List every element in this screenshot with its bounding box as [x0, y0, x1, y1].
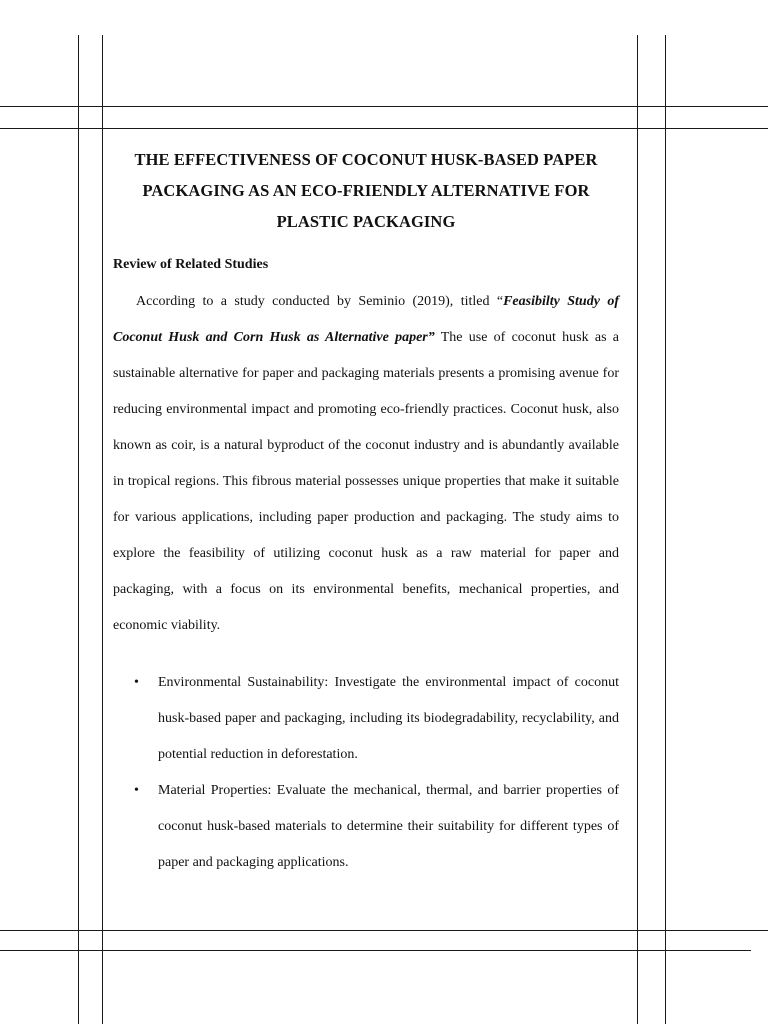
margin-line-right-outer	[665, 35, 666, 1024]
margin-line-bottom-inner	[0, 930, 768, 931]
list-item	[113, 773, 619, 881]
document-body	[113, 144, 619, 881]
bullet-icon: •	[134, 783, 139, 798]
list-item-text: Environmental Sustainability: Investigate the environmental impact of coconut husk-based paper and packaging, including its biodegradability, recyclability, and potential reduction in deforestation.	[158, 675, 619, 762]
objectives-list	[113, 665, 619, 881]
list-item	[113, 665, 619, 773]
section-heading: Review of Related Studies	[113, 257, 269, 272]
margin-line-top-outer	[0, 106, 768, 107]
review-paragraph	[113, 284, 619, 644]
bullet-icon: •	[134, 675, 139, 690]
paragraph-body: The use of coconut husk as a sustainable alternative for paper and packaging materials presents a promising avenue for reducing environmental impact and promoting eco-friendly practices. Coconut husk, also known as coir, is a natural byproduct of the coconut industry and is abundantly available in tropical regions. This fibrous material possesses unique properties that make it suitable for various applications, including paper production and packaging. The study aims to explore the feasibility of utilizing coconut husk as a raw material for paper and packaging, with a focus on its environmental benefits, mechanical properties, and economic viability.	[113, 330, 619, 633]
margin-line-left-outer	[78, 35, 79, 1024]
margin-line-top-inner	[0, 128, 768, 129]
list-item-text: Material Properties: Evaluate the mechanical, thermal, and barrier properties of coconut husk-based materials to determine their suitability for different types of paper and packaging applications.	[158, 783, 619, 870]
margin-line-bottom-outer	[0, 950, 751, 951]
margin-line-right-inner	[637, 35, 638, 1024]
margin-line-left-inner	[102, 35, 103, 1024]
paragraph-intro: According to a study conducted by Seminio (2019), titled “	[136, 294, 504, 309]
cited-study-title: Feasibilty Study of Coconut Husk and Corn Husk as Alternative paper”	[113, 294, 619, 345]
document-title: THE EFFECTIVENESS OF COCONUT HUSK-BASED PAPER PACKAGING AS AN ECO-FRIENDLY ALTERNATIVE FOR PLASTIC PACKAGING	[134, 150, 598, 231]
